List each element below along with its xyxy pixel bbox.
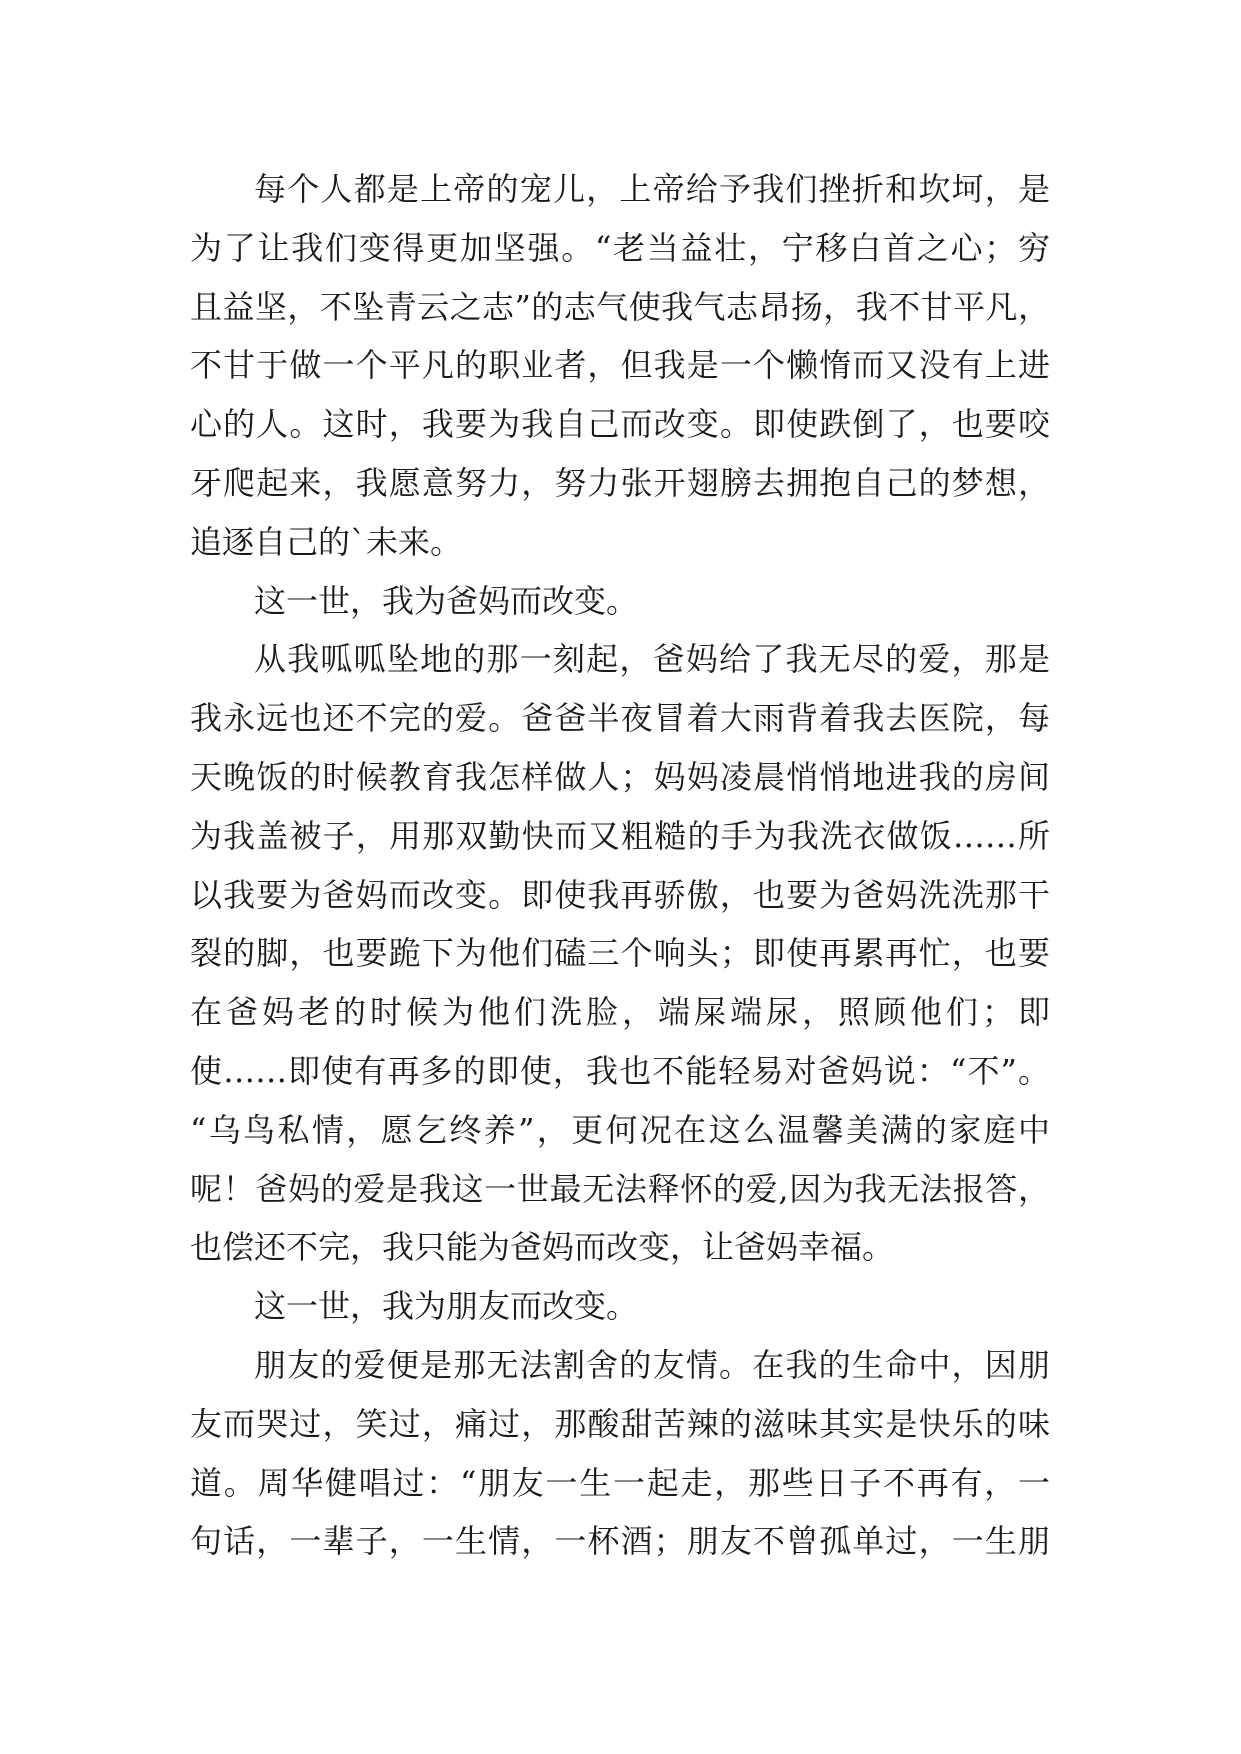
document-body	[190, 160, 1050, 1571]
text-line: 为我盖被子，用那双勤快而又粗糙的手为我洗衣做饭……所	[190, 816, 1050, 855]
text-line: 天晚饭的时候教育我怎样做人；妈妈凌晨悄悄地进我的房间	[190, 757, 1050, 796]
text-line: 呢！爸妈的爱是我这一世最无法释怀的爱,因为我无法报答，	[190, 1169, 1050, 1208]
text-line: 道。周华健唱过：“朋友一生一起走，那些日子不再有，一	[190, 1463, 1050, 1502]
text-line: 心的人。这时，我要为我自己而改变。即使跌倒了，也要咬	[190, 405, 1050, 444]
text-line: 每个人都是上帝的宠儿，上帝给予我们挫折和坎坷，是	[254, 170, 1050, 208]
text-line: 朋友的爱便是那无法割舍的友情。在我的生命中，因朋	[254, 1345, 1050, 1384]
text-line: 裂的脚，也要跪下为他们磕三个响头；即使再累再忙，也要	[190, 934, 1050, 973]
text-line: 这一世，我为朋友而改变。	[254, 1287, 639, 1326]
paragraph	[190, 160, 1050, 572]
paragraph	[190, 1336, 1050, 1571]
text-line: “乌鸟私情，愿乞终养”，更何况在这么温馨美满的家庭中	[190, 1110, 1050, 1149]
text-line: 追逐自己的`未来。	[190, 522, 463, 561]
text-line: 使……即使有再多的即使，我也不能轻易对爸妈说：“不”。	[190, 1051, 1050, 1090]
text-line: 为了让我们变得更加坚强。“老当益壮，宁移白首之心；穷	[190, 228, 1050, 267]
text-line: 从我呱呱坠地的那一刻起，爸妈给了我无尽的爱，那是	[254, 640, 1050, 679]
text-line: 句话，一辈子，一生情，一杯酒；朋友不曾孤单过，一生朋	[190, 1522, 1050, 1561]
paragraph	[190, 1277, 1050, 1336]
text-line: 在爸妈老的时候为他们洗脸，端屎端尿，照顾他们；即	[190, 993, 1050, 1032]
paragraph	[190, 630, 1050, 1277]
text-line: 友而哭过，笑过，痛过，那酸甜苦辣的滋味其实是快乐的味	[190, 1404, 1050, 1443]
text-line: 且益坚，不坠青云之志”的志气使我气志昂扬，我不甘平凡，	[190, 287, 1050, 326]
text-line: 这一世，我为爸妈而改变。	[254, 581, 639, 620]
text-line: 不甘于做一个平凡的职业者，但我是一个懒惰而又没有上进	[190, 346, 1050, 385]
text-line: 我永远也还不完的爱。爸爸半夜冒着大雨背着我去医院，每	[190, 699, 1050, 738]
text-line: 牙爬起来，我愿意努力，努力张开翅膀去拥抱自己的梦想，	[190, 463, 1050, 502]
paragraph	[190, 572, 1050, 631]
text-line: 也偿还不完，我只能为爸妈而改变，让爸妈幸福。	[190, 1228, 895, 1267]
text-line: 以我要为爸妈而改变。即使我再骄傲，也要为爸妈洗洗那干	[190, 875, 1050, 914]
